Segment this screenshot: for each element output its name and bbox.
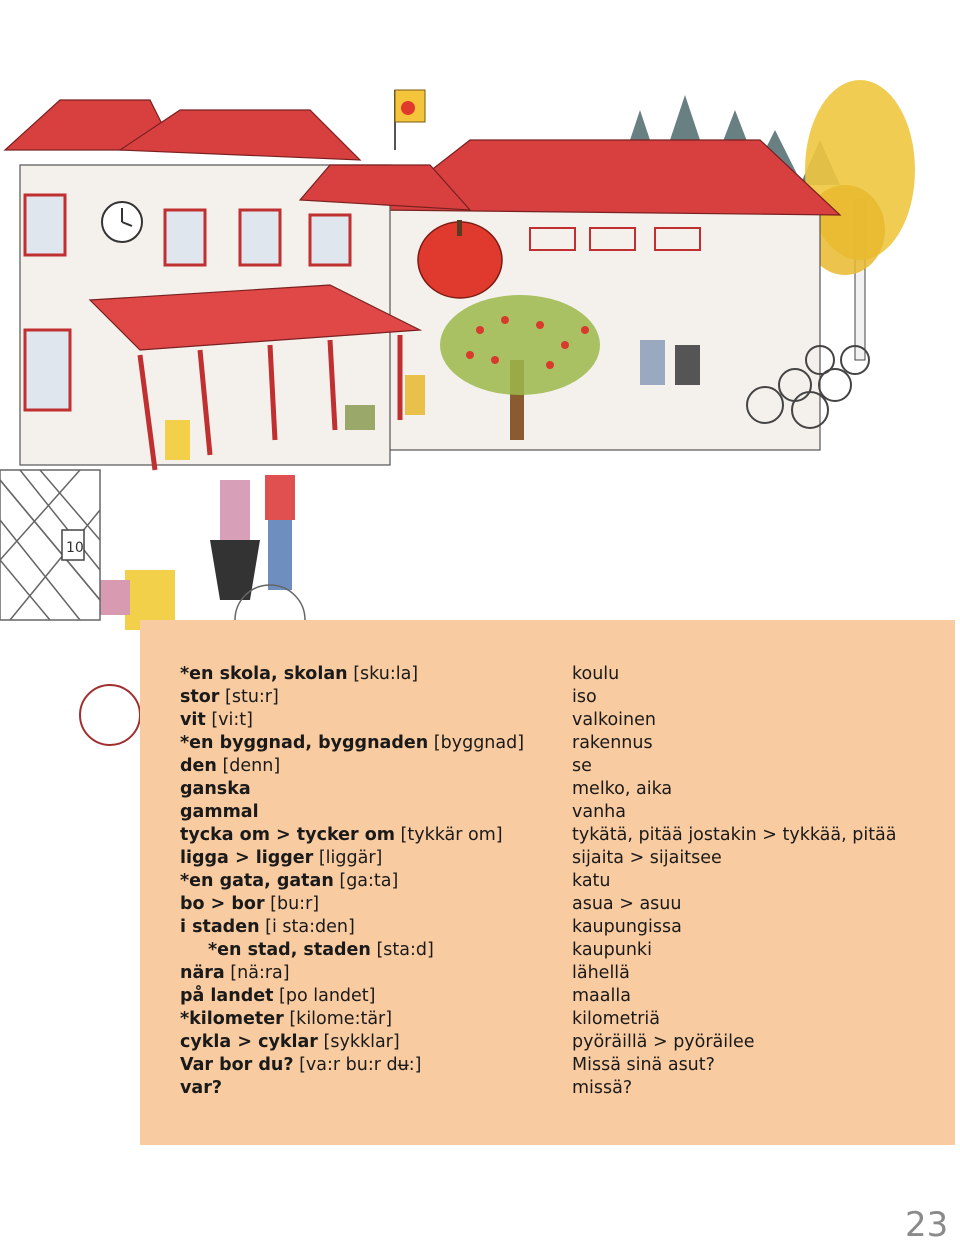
vocab-fi-row: lähellä (572, 963, 630, 983)
building-number: 10 (66, 540, 84, 556)
vocab-fi-row: asua > asuu (572, 894, 682, 914)
vocab-sv-row: tycka om > tycker om [tykkär om] (180, 825, 503, 845)
vocab-fi-row: kaupungissa (572, 917, 682, 937)
vocab-sv-row: cykla > cyklar [sykklar] (180, 1032, 400, 1052)
vocab-sv-row: vit [vi:t] (180, 710, 253, 730)
vocab-sv-row: ligga > ligger [liggär] (180, 848, 383, 868)
vocab-sv-row: den [denn] (180, 756, 281, 776)
vocab-fi-row: se (572, 756, 592, 776)
vocab-fi-row: sijaita > sijaitsee (572, 848, 722, 868)
vocab-sv-row: var? (180, 1078, 222, 1098)
vocab-fi-row: pyöräillä > pyöräilee (572, 1032, 755, 1052)
vocab-sv-row: *en gata, gatan [ga:ta] (180, 871, 399, 891)
vocab-fi-row: missä? (572, 1078, 633, 1098)
vocab-sv-row: *en stad, staden [sta:d] (208, 940, 434, 960)
finnish-column (572, 663, 947, 1100)
vocab-sv-row: stor [stu:r] (180, 687, 279, 707)
vocab-sv-row: i staden [i sta:den] (180, 917, 355, 937)
vocab-fi-row: kilometriä (572, 1009, 661, 1029)
vocab-fi-row: vanha (572, 802, 626, 822)
vocab-fi-row: katu (572, 871, 611, 891)
vocab-fi-row: koulu (572, 664, 620, 684)
vocab-fi-row: valkoinen (572, 710, 656, 730)
vocab-fi-row: kaupunki (572, 940, 652, 960)
vocab-sv-row: *en skola, skolan [sku:la] (180, 664, 419, 684)
vocab-sv-row: gammal (180, 802, 259, 822)
vocab-fi-row: rakennus (572, 733, 653, 753)
vocab-sv-row: bo > bor [bu:r] (180, 894, 320, 914)
vocab-fi-row: maalla (572, 986, 631, 1006)
vocab-sv-row: Var bor du? [va:r bu:r dʉ:] (180, 1055, 422, 1075)
vocab-fi-row: Missä sinä asut? (572, 1055, 715, 1075)
page-number: 23 (905, 1205, 949, 1245)
vocab-sv-row: ganska (180, 779, 251, 799)
vocab-sv-row: *en byggnad, byggnaden [byggnad] (180, 733, 525, 753)
vocab-fi-row: iso (572, 687, 597, 707)
vocab-fi-row: melko, aika (572, 779, 673, 799)
swedish-column (180, 663, 565, 1100)
vocab-sv-row: på landet [po landet] (180, 986, 376, 1006)
vocab-sv-row: nära [nä:ra] (180, 963, 290, 983)
birch-tree (805, 80, 915, 360)
vocab-fi-row: tykätä, pitää jostakin > tykkää, pitää (572, 825, 897, 845)
vocab-sv-row: *kilometer [kilome:tär] (180, 1009, 393, 1029)
